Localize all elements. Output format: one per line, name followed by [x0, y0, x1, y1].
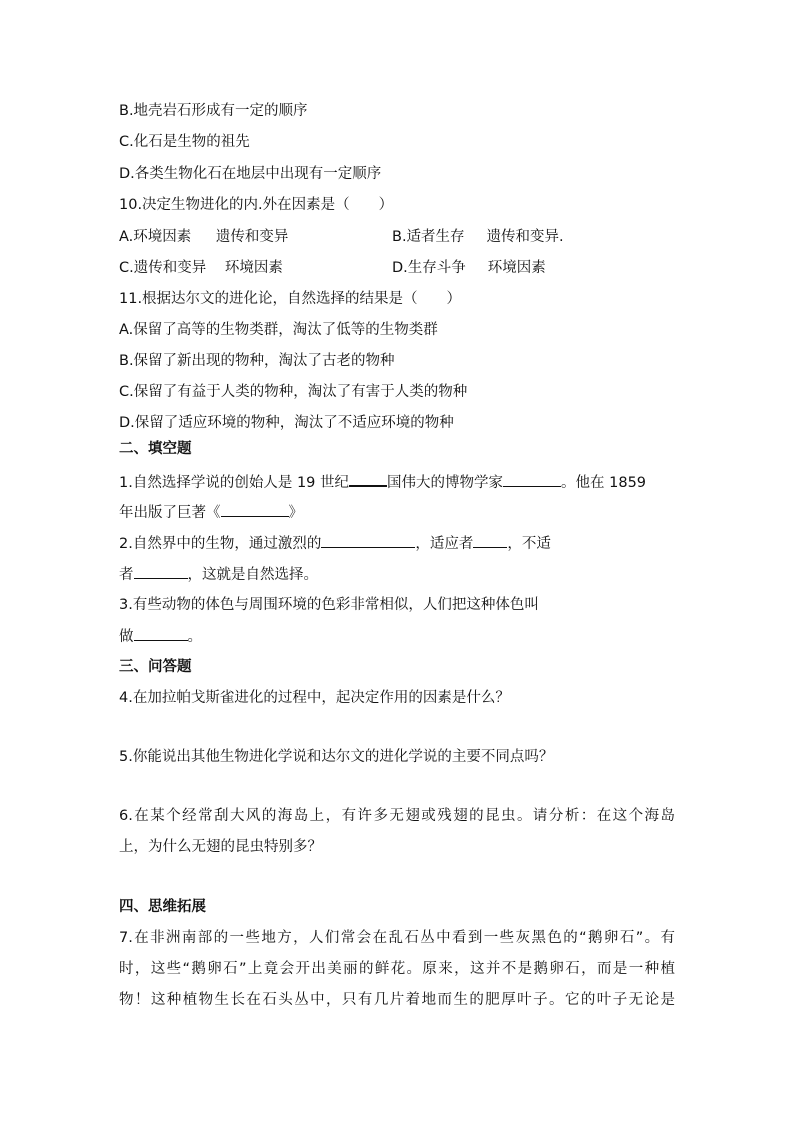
- fill-q1-text-d: 年出版了巨著《: [119, 505, 221, 521]
- q10-option-c-second: 环境因素: [224, 260, 283, 276]
- q11-option-b: B.保留了新出现的物种，淘汰了古老的物种: [119, 353, 395, 369]
- q10-stem: 10.决定生物进化的内.外在因素是（ ）: [119, 197, 394, 213]
- fill-q1-text-a: 1.自然选择学说的创始人是 19 世纪: [119, 475, 350, 491]
- qa-q4: 4.在加拉帕戈斯雀进化的过程中，起决定作用的因素是什么？: [119, 690, 510, 706]
- fill-q2-text-d: 者: [119, 567, 134, 583]
- q10-row-cd: [119, 258, 679, 278]
- ext-q7-line3: 物！这种植物生长在石头丛中，只有几片着地而生的肥厚叶子。它的叶子无论是: [119, 992, 675, 1008]
- q9-option-b: B.地壳岩石形成有一定的顺序: [119, 103, 308, 119]
- q10-option-a: A.环境因素: [119, 229, 192, 245]
- fill-q2-text-b: ，适应者: [415, 536, 474, 552]
- ext-q7-line1: 7.在非洲南部的一些地方，人们常会在乱石丛中看到一些灰黑色的“鹅卵石”。有: [119, 930, 675, 946]
- q10-row-ab: [119, 227, 679, 247]
- q10-option-a-second: 遗传和变异: [215, 229, 289, 245]
- fill-q2-line1: [119, 533, 551, 554]
- answer-blank[interactable]: [321, 533, 415, 548]
- q11-stem: 11.根据达尔文的进化论，自然选择的结果是（ ）: [119, 291, 462, 307]
- fill-q3-text-b: 。: [187, 629, 202, 645]
- q10-option-c: C.遗传和变异: [119, 260, 207, 276]
- section-qa-title: 三、问答题: [119, 659, 192, 675]
- q11-option-d: D.保留了适应环境的物种，淘汰了不适应环境的物种: [119, 415, 454, 431]
- fill-q1-line2: [119, 502, 303, 523]
- answer-blank[interactable]: [134, 564, 188, 579]
- qa-q6-line1: 6.在某个经常刮大风的海岛上，有许多无翅或残翅的昆虫。请分析：在这个海岛: [119, 808, 675, 824]
- q10-option-b: [392, 227, 564, 247]
- fill-q1-text-c: 。他在 1859: [561, 475, 647, 491]
- qa-q6-line2: 上，为什么无翅的昆虫特别多？: [119, 839, 322, 855]
- section-fill-blank-title: 二、填空题: [119, 441, 192, 457]
- q10-option-d-second: 环境因素: [487, 260, 546, 276]
- fill-q1-text-b: 国伟大的博物学家: [387, 475, 504, 491]
- answer-blank[interactable]: [349, 471, 387, 487]
- fill-q2-line2: [119, 564, 318, 585]
- fill-q2-text-e: ，这就是自然选择。: [187, 567, 318, 583]
- answer-blank[interactable]: [221, 502, 289, 517]
- fill-q1-line1: [119, 471, 646, 493]
- q10-option-b-first: B.适者生存: [392, 229, 465, 245]
- fill-q2-text-c: ，不适: [507, 536, 551, 552]
- answer-blank[interactable]: [473, 533, 507, 548]
- q10-option-d-first: D.生存斗争: [392, 260, 466, 276]
- fill-q3-line2: [119, 626, 202, 647]
- qa-q5: 5.你能说出其他生物进化学说和达尔文的进化学说的主要不同点吗？: [119, 749, 554, 765]
- answer-blank[interactable]: [134, 626, 188, 641]
- q10-option-d: [392, 258, 546, 278]
- fill-q3-text-a: 做: [119, 629, 134, 645]
- q9-option-c: C.化石是生物的祖先: [119, 134, 250, 150]
- q9-option-d: D.各类生物化石在地层中出现有一定顺序: [119, 166, 382, 182]
- fill-q2-text-a: 2.自然界中的生物，通过激烈的: [119, 536, 322, 552]
- ext-q7-line2: 时，这些“鹅卵石”上竟会开出美丽的鲜花。原来，这并不是鹅卵石，而是一种植: [119, 961, 675, 977]
- fill-q1-text-e: 》: [288, 505, 303, 521]
- q10-option-b-second: 遗传和变异.: [486, 229, 564, 245]
- fill-q3-line1: 3.有些动物的体色与周围环境的色彩非常相似，人们把这种体色叫: [119, 597, 539, 613]
- q11-option-a: A.保留了高等的生物类群，淘汰了低等的生物类群: [119, 322, 438, 338]
- section-extension-title: 四、思维拓展: [119, 899, 206, 915]
- answer-blank[interactable]: [503, 472, 561, 487]
- q11-option-c: C.保留了有益于人类的物种，淘汰了有害于人类的物种: [119, 384, 468, 400]
